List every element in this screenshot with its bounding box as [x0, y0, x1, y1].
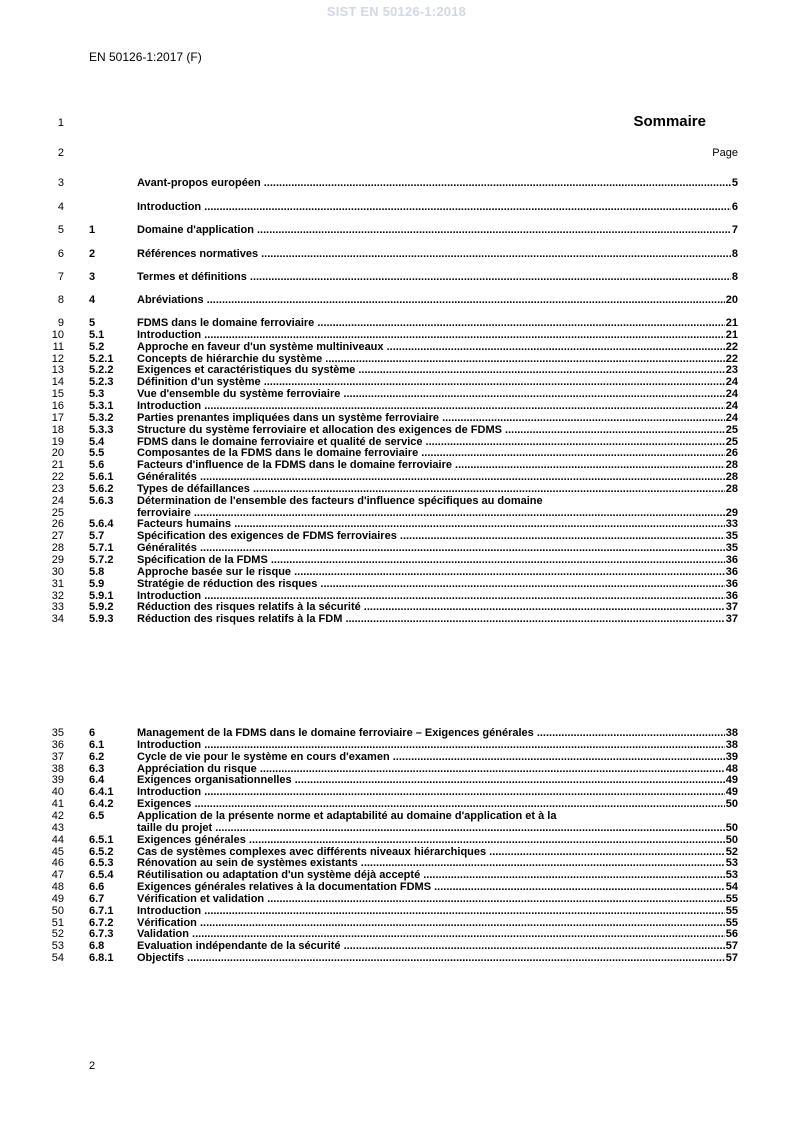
toc-entry-number: 5.4: [89, 435, 105, 448]
toc-entry-number: 6.8.1: [89, 952, 114, 965]
toc-entry-title: Exigences générales .....: [137, 834, 725, 847]
toc-entry-page: 35: [725, 530, 738, 543]
line-number: 42: [51, 809, 64, 822]
toc-entry-page: 50: [725, 798, 738, 811]
toc-entry-number: 6: [89, 727, 96, 739]
toc-entry-title: Avant-propos européen .....: [137, 177, 731, 190]
line-number: 3: [57, 177, 64, 189]
toc-entry-number: 5.7.2: [89, 554, 114, 566]
line-number: 41: [51, 798, 64, 811]
toc-entry-number: 5.6.4: [89, 518, 114, 531]
line-number: 49: [51, 892, 64, 905]
line-number: 46: [51, 857, 64, 870]
toc-entry-title: Termes et définitions .....: [137, 271, 731, 284]
toc-entry-page: 39: [725, 750, 738, 763]
line-number: 15: [51, 388, 64, 401]
toc-entry-title: Cas de systèmes complexes avec différents niveaux hiérarchiques .....: [137, 846, 725, 859]
toc-entry-number: 5.6.1: [89, 471, 114, 484]
toc-entry-number: 6.5.1: [89, 833, 114, 846]
toc-entry-title: Facteurs d'influence de la FDMS dans le domaine ferroviaire .....: [137, 459, 725, 472]
toc-entry-number: 4: [89, 294, 96, 306]
line-number: 6: [57, 248, 64, 260]
toc-entry-number: 5.2.2: [89, 364, 114, 377]
line-number: 33: [51, 601, 64, 614]
line-number: 20: [51, 447, 64, 460]
toc-entry-number: 6.5.3: [89, 857, 114, 870]
toc-entry-page: 24: [725, 388, 738, 401]
toc-entry-title: Approche en faveur d'un système multiniveaux .....: [137, 341, 725, 354]
line-number: 11: [52, 340, 64, 353]
toc-entry-page: 24: [725, 376, 738, 389]
toc-entry-number: 5.3.3: [89, 423, 114, 436]
toc-entry[interactable]: [89, 248, 738, 261]
toc-entry-page: 21: [725, 317, 738, 329]
toc-entry-title: Réduction des risques relatifs à la FDM .....: [137, 613, 725, 626]
toc-entry-title: Introduction .....: [137, 590, 725, 603]
toc-entry-page: 37: [725, 601, 738, 614]
page-column-label: Page: [712, 147, 738, 159]
toc-entry-number: 5.2: [89, 340, 105, 353]
toc-entry-page: 55: [725, 892, 738, 905]
toc-entry-page: 36: [725, 577, 738, 590]
page-number: 2: [89, 1060, 96, 1072]
line-number: 40: [51, 786, 64, 799]
line-number: 52: [51, 928, 64, 941]
line-number: 22: [51, 471, 64, 484]
line-number: 10: [51, 328, 64, 341]
toc-entry-page: 36: [725, 589, 738, 602]
toc-entry-number: 5.2.3: [89, 376, 114, 389]
toc-entry-title: Concepts de hiérarchie du système .....: [137, 353, 725, 366]
line-number: 51: [51, 916, 64, 929]
toc-entry-number: 6.5: [89, 809, 105, 822]
line-number: 47: [51, 869, 64, 882]
line-number: 50: [51, 904, 64, 917]
line-number: 14: [51, 376, 64, 389]
line-number: 53: [51, 940, 64, 953]
toc-entry-page: 29: [725, 506, 738, 519]
toc-entry-title: Abréviations .....: [137, 294, 725, 307]
line-number: 44: [51, 833, 64, 846]
toc-entry[interactable]: [89, 271, 738, 284]
toc-entry-title: Structure du système ferroviaire et allocation des exigences de FDMS .....: [137, 424, 725, 437]
line-number: 28: [51, 542, 64, 555]
toc-entry-title: Application de la présente norme et adaptabilité au domaine d'application et à la: [137, 809, 557, 822]
line-number: 4: [57, 201, 64, 213]
line-number: 29: [51, 554, 64, 566]
toc-entry-number: 6.2: [89, 750, 105, 763]
toc-entry-page: 26: [725, 447, 738, 460]
toc-entry-title: Management de la FDMS dans le domaine ferroviaire – Exigences générales .....: [137, 727, 725, 740]
line-number: 32: [51, 589, 64, 602]
toc-entry-number: 6.6: [89, 881, 105, 894]
toc-entry-title: Objectifs .....: [137, 952, 725, 965]
toc-entry-page: 36: [725, 565, 738, 578]
toc-entry-number: 5.9.1: [89, 589, 114, 602]
toc-entry-title: Introduction .....: [137, 329, 725, 342]
toc-entry-number: 6.4.1: [89, 786, 114, 799]
line-number: 18: [51, 423, 64, 436]
toc-entry-title: Domaine d'application .....: [137, 224, 731, 237]
toc-entry-number: 5.6.3: [89, 494, 114, 507]
toc-entry-title: Exigences .....: [137, 798, 725, 811]
toc-entry-title: Validation .....: [137, 928, 725, 941]
toc-entry-title: Stratégie de réduction des risques .....: [137, 578, 725, 591]
toc-entry-page: 38: [725, 727, 738, 739]
toc-entry-number: 2: [89, 248, 96, 260]
line-number: 39: [51, 774, 64, 787]
toc-entry-number: 5.5: [89, 447, 105, 460]
line-number: 38: [51, 762, 64, 775]
toc-entry-number: 5.1: [89, 328, 105, 341]
line-number: 37: [51, 750, 64, 763]
toc-entry-page: 53: [725, 857, 738, 870]
toc-entry-page: 8: [731, 271, 738, 283]
line-number: 35: [51, 727, 64, 739]
line-number: 2: [57, 147, 64, 159]
toc-entry-title: Réutilisation ou adaptation d'un système déjà accepté .....: [137, 869, 725, 882]
toc-entry-title: Facteurs humains .....: [137, 518, 725, 531]
line-number: 21: [51, 459, 64, 472]
toc-entry-number: 5.3.2: [89, 411, 114, 424]
toc-entry-page: 50: [725, 821, 738, 834]
toc-entry-title: Vérification et validation .....: [137, 893, 725, 906]
line-number: 24: [51, 494, 64, 507]
toc-entry-title: Exigences générales relatives à la documentation FDMS .....: [137, 881, 725, 894]
line-number: 34: [51, 613, 64, 626]
toc-entry-title: Références normatives .....: [137, 248, 731, 261]
toc-entry-title: Détermination de l'ensemble des facteurs d'influence spécifiques au domaine: [137, 494, 543, 507]
toc-entry-page: 55: [725, 916, 738, 929]
toc-entry-title: Vérification .....: [137, 917, 725, 930]
toc-entry[interactable]: [89, 201, 738, 214]
toc-entry-number: 6.4.2: [89, 798, 114, 811]
toc-entry-number: 6.4: [89, 774, 105, 787]
toc-entry-number: 5.9.2: [89, 601, 114, 614]
line-number: 31: [51, 577, 64, 590]
line-number: 9: [57, 317, 64, 329]
toc-entry[interactable]: [89, 224, 738, 237]
toc-entry-page: 28: [725, 459, 738, 472]
toc-entry-title: Spécification des exigences de FDMS ferroviaires .....: [137, 530, 725, 543]
toc-entry-page: 28: [725, 482, 738, 495]
line-number: 23: [51, 482, 64, 495]
toc-entry-title: Approche basée sur le risque .....: [137, 566, 725, 579]
watermark: SIST EN 50126-1:2018: [326, 4, 467, 19]
toc-entry-number: 3: [89, 271, 96, 283]
toc-entry-page: 49: [725, 774, 738, 787]
toc-entry-number: 6.7.1: [89, 904, 114, 917]
line-number: 8: [57, 294, 64, 306]
toc-entry-title: Exigences organisationnelles .....: [137, 774, 725, 787]
toc-entry[interactable]: [89, 952, 738, 965]
line-number: 19: [51, 435, 64, 448]
line-number: 16: [51, 399, 64, 412]
toc-entry-title: Rénovation au sein de systèmes existants .....: [137, 857, 725, 870]
toc-entry-title: Définition d'un système .....: [137, 376, 725, 389]
toc-entry-page: 24: [725, 411, 738, 424]
toc-entry-page: 35: [725, 542, 738, 555]
toc-entry-page: 50: [725, 833, 738, 846]
toc-entry-title: FDMS dans le domaine ferroviaire .....: [137, 317, 725, 330]
toc-entry-number: 6.8: [89, 940, 105, 953]
toc-entry-page: 53: [725, 869, 738, 882]
line-number: 12: [51, 352, 64, 365]
toc-entry-page: 37: [725, 613, 738, 626]
toc-entry-title: Introduction .....: [137, 739, 725, 752]
toc-entry-page: 6: [731, 201, 738, 213]
line-number: 1: [57, 117, 64, 129]
toc-entry-number: 5.6.2: [89, 482, 114, 495]
toc-entry-page: 54: [725, 881, 738, 894]
toc-entry-number: 5.7: [89, 530, 105, 543]
toc-entry-number: 6.7.3: [89, 928, 114, 941]
toc-entry-number: 6.1: [89, 738, 105, 751]
toc-entry-title: FDMS dans le domaine ferroviaire et qualité de service .....: [137, 436, 725, 449]
toc-entry-number: 6.5.2: [89, 845, 114, 858]
toc-entry-title: Parties prenantes impliquées dans un système ferroviaire .....: [137, 412, 725, 425]
toc-entry-title: Introduction .....: [137, 786, 725, 799]
toc-entry-title: ferroviaire .....: [137, 507, 725, 520]
toc-entry-page: 48: [725, 762, 738, 775]
toc-entry-number: 6.7.2: [89, 916, 114, 929]
toc-entry-number: 5.2.1: [89, 352, 114, 365]
toc-entry-title: Généralités .....: [137, 471, 725, 484]
line-number: 7: [57, 271, 64, 283]
line-number: 5: [57, 224, 64, 236]
toc-entry-number: 5.3: [89, 388, 105, 401]
line-number: 36: [51, 738, 64, 751]
toc-entry-page: 25: [725, 435, 738, 448]
toc-entry-number: 5.8: [89, 565, 105, 578]
line-number: 30: [51, 565, 64, 578]
line-number: 25: [51, 506, 64, 519]
toc-entry-number: 6.5.4: [89, 869, 114, 882]
toc-entry-page: 23: [725, 364, 738, 377]
toc-entry-number: 5.9: [89, 577, 105, 590]
toc-entry-page: 28: [725, 471, 738, 484]
toc-entry-page: 21: [725, 328, 738, 341]
toc-entry-page: 20: [725, 294, 738, 306]
toc-entry[interactable]: [89, 294, 738, 307]
toc-entry-page: 57: [725, 940, 738, 953]
toc-entry-title: Composantes de la FDMS dans le domaine ferroviaire .....: [137, 447, 725, 460]
toc-entry-page: 56: [725, 928, 738, 941]
toc-entry-page: 22: [725, 340, 738, 353]
toc-entry-page: 25: [725, 423, 738, 436]
page-title: Sommaire: [633, 113, 706, 130]
toc-entry-title: Spécification de la FDMS .....: [137, 554, 725, 567]
toc-entry-number: 5.7.1: [89, 542, 114, 555]
toc-entry-page: 33: [725, 518, 738, 531]
toc-entry-number: 5.9.3: [89, 613, 114, 626]
toc-entry-number: 5: [89, 317, 96, 329]
toc-entry-page: 24: [725, 399, 738, 412]
line-number: 27: [51, 530, 64, 543]
toc-entry-title: Appréciation du risque .....: [137, 763, 725, 776]
toc-entry-title: Exigences et caractéristiques du système .....: [137, 364, 725, 377]
toc-entry-number: 5.6: [89, 459, 105, 472]
toc-entry-page: 52: [725, 845, 738, 858]
toc-entry-number: 6.7: [89, 892, 105, 905]
toc-entry-title: Introduction .....: [137, 201, 731, 214]
toc-entry-page: 49: [725, 786, 738, 799]
toc-entry-title: Cycle de vie pour le système en cours d'examen .....: [137, 751, 725, 764]
toc-entry-number: 6.3: [89, 762, 105, 775]
toc-entry-title: Vue d'ensemble du système ferroviaire .....: [137, 388, 725, 401]
toc-entry[interactable]: [89, 613, 738, 626]
toc-entry-number: 1: [89, 224, 96, 236]
toc-entry-page: 57: [725, 952, 738, 965]
line-number: 26: [51, 518, 64, 531]
toc-entry-page: 8: [731, 248, 738, 260]
toc-entry-title: taille du projet .....: [137, 822, 725, 835]
toc-entry-title: Introduction .....: [137, 400, 725, 413]
toc-entry-page: 5: [731, 177, 738, 189]
line-number: 48: [51, 881, 64, 894]
toc-entry-page: 22: [725, 352, 738, 365]
line-number: 54: [51, 952, 64, 965]
toc-entry-title: Types de défaillances .....: [137, 483, 725, 496]
toc-entry-page: 38: [725, 738, 738, 751]
toc-entry-number: 5.3.1: [89, 399, 114, 412]
toc-entry[interactable]: [89, 177, 738, 190]
line-number: 43: [51, 821, 64, 834]
toc-entry-page: 7: [731, 224, 738, 236]
line-number: 13: [51, 364, 64, 377]
toc-entry-title: Réduction des risques relatifs à la sécurité .....: [137, 601, 725, 614]
toc-entry-title: Evaluation indépendante de la sécurité .....: [137, 940, 725, 953]
toc-entry-title: Généralités .....: [137, 542, 725, 555]
toc-entry-page: 36: [725, 554, 738, 566]
line-number: 17: [51, 411, 64, 424]
document-reference: EN 50126-1:2017 (F): [89, 50, 202, 64]
toc-entry-title: Introduction .....: [137, 905, 725, 918]
line-number: 45: [51, 845, 64, 858]
toc-entry-page: 55: [725, 904, 738, 917]
